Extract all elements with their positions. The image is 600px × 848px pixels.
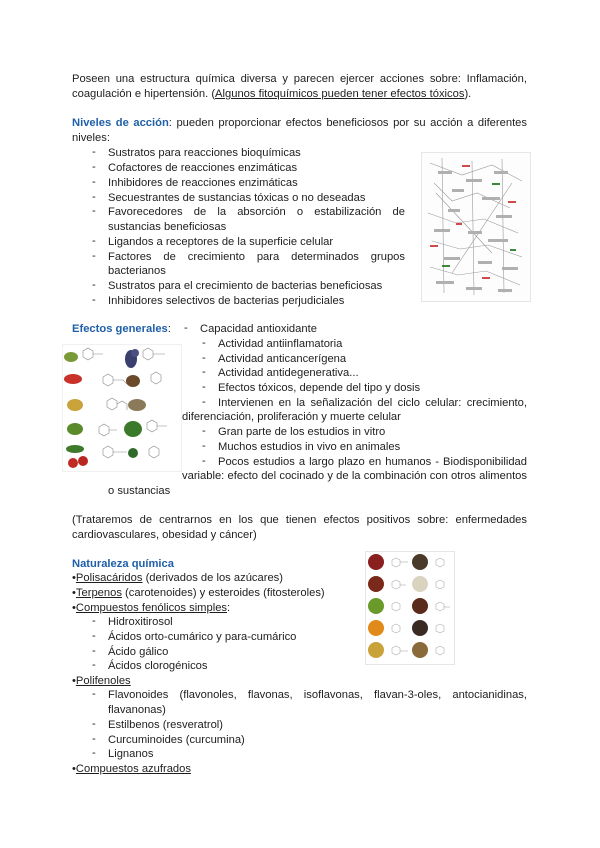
niveles-item: Inhibidores de reacciones enzimáticas: [108, 177, 298, 189]
polifenoles-line: [72, 674, 131, 688]
polifenoles-item: Lignanos: [108, 748, 154, 760]
efectos-item: Gran parte de los estudios in vitro: [218, 426, 386, 438]
foods-grid-figure: [365, 551, 455, 665]
efectos-heading-line: [72, 322, 171, 336]
fenolicos-item: Ácido gálico: [108, 646, 169, 658]
intro-line-2-prefix: coagulación e hipertensión. (: [72, 88, 216, 100]
bullet: •: [72, 572, 76, 584]
dash: -: [202, 381, 206, 393]
efectos-colon: :: [167, 323, 171, 335]
dash: -: [202, 352, 206, 364]
dash: -: [92, 191, 96, 203]
intro-line-1: Poseen una estructura química diversa y parecen ejercer acciones sobre: Inflamación,: [72, 73, 527, 85]
dash: -: [184, 322, 188, 334]
dash: -: [92, 146, 96, 158]
azufrados-line: [72, 762, 191, 776]
fenolicos-item: Hidroxitirosol: [108, 616, 173, 628]
niveles-item-cont: bacterianos: [108, 265, 166, 277]
dash: -: [92, 235, 96, 247]
dash: -: [92, 615, 96, 627]
polisacaridos-line: [72, 571, 283, 585]
niveles-item: Ligandos a receptores de la superficie celular: [108, 236, 334, 248]
niveles-item-cont: sustancias beneficiosas: [108, 221, 227, 233]
dash: -: [92, 176, 96, 188]
terpenos-line: [72, 586, 325, 600]
niveles-item: Secuestrantes de sustancias tóxicas o no deseadas: [108, 192, 366, 204]
niveles-line-1: [72, 116, 527, 130]
dash: -: [202, 396, 206, 408]
toxic-effects-link[interactable]: Algunos fitoquímicos pueden tener efectos tóxicos: [215, 88, 465, 100]
niveles-item: Cofactores de reacciones enzimáticas: [108, 162, 298, 174]
bullet: •: [72, 763, 76, 775]
dash: -: [92, 630, 96, 642]
dash: -: [92, 718, 96, 730]
dash: -: [92, 250, 96, 262]
efectos-item: Efectos tóxicos, depende del tipo y dosis: [218, 382, 421, 394]
terpenos-term: Terpenos: [75, 587, 122, 599]
bullet: •: [72, 675, 76, 687]
dash: -: [92, 205, 96, 217]
dash: -: [92, 747, 96, 759]
efectos-item: Actividad anticancerígena: [218, 353, 347, 365]
polisacaridos-desc: (derivados de los azúcares): [142, 572, 284, 584]
niveles-heading: Niveles de acción: [72, 117, 169, 129]
intro-line-2-suffix: ).: [464, 88, 472, 100]
efectos-item: Muchos estudios in vivo en animales: [218, 441, 401, 453]
efectos-item: Actividad antidegenerativa...: [218, 367, 359, 379]
note-line-1: (Trataremos de centrarnos en los que tienen efectos positivos sobre: enfermedades: [72, 514, 527, 526]
niveles-item: Favorecedores de la absorción o estabilización de: [108, 206, 405, 218]
azufrados-term: Compuestos azufrados: [75, 763, 191, 775]
fenolicos-colon: :: [227, 602, 231, 614]
bullet: •: [72, 602, 76, 614]
fenolicos-line: [72, 601, 230, 615]
dash: -: [92, 161, 96, 173]
dash: -: [92, 279, 96, 291]
dash: -: [202, 455, 206, 467]
efectos-main: Capacidad antioxidante: [200, 323, 317, 335]
efectos-item-cont: variable: efecto del cocinado y de la combinación con otros alimentos: [182, 470, 527, 482]
polifenoles-item: Estilbenos (resveratrol): [108, 719, 224, 731]
dash: -: [92, 645, 96, 657]
dash: -: [202, 440, 206, 452]
niveles-text-2: niveles:: [72, 132, 110, 144]
efectos-heading: Efectos generales: [72, 323, 168, 335]
terpenos-desc: (carotenoides) y esteroides (fitosteroles): [121, 587, 325, 599]
intro-line-2: [72, 87, 471, 101]
dash: -: [92, 659, 96, 671]
niveles-item: Sustratos para el crecimiento de bacterias beneficiosas: [108, 280, 383, 292]
note-line-2: cardiovasculares, obesidad y cáncer): [72, 529, 257, 541]
niveles-item: Factores de crecimiento para determinados grupos: [108, 251, 405, 263]
metabolic-pathway-figure: [421, 152, 531, 302]
polifenoles-item: Curcuminoides (curcumina): [108, 734, 245, 746]
niveles-text-1: : pueden proporcionar efectos beneficiosos por su acción a diferentes: [168, 117, 527, 129]
niveles-item: Sustratos para reacciones bioquímicas: [108, 147, 301, 159]
polifenoles-item-cont: flavanonas): [108, 704, 166, 716]
polifenoles-item: Flavonoides (flavonoles, flavonas, isoflavonas, flavan-3-oles, antocianidinas,: [108, 689, 527, 701]
dash: -: [92, 294, 96, 306]
niveles-item: Inhibidores selectivos de bacterias perjudiciales: [108, 295, 345, 307]
fenolicos-term: Compuestos fenólicos simples: [75, 602, 228, 614]
efectos-item: Intervienen en la señalización del ciclo celular: crecimiento,: [218, 397, 527, 409]
phytochemical-foods-figure: [62, 344, 182, 472]
fenolicos-item: Ácidos clorogénicos: [108, 660, 208, 672]
efectos-item: Pocos estudios a largo plazo en humanos - Biodisponibilidad: [218, 456, 527, 468]
dash: -: [202, 366, 206, 378]
dash: -: [202, 337, 206, 349]
polifenoles-term: Polifenoles: [75, 675, 131, 687]
dash: -: [92, 733, 96, 745]
dash: -: [92, 688, 96, 700]
efectos-item: Actividad antiinflamatoria: [218, 338, 343, 350]
naturaleza-heading: Naturaleza química: [72, 558, 174, 570]
efectos-item-cont: diferenciación, proliferación y muerte celular: [182, 411, 401, 423]
fenolicos-item: Ácidos orto-cumárico y para-cumárico: [108, 631, 297, 643]
efectos-item-cont: o sustancias: [108, 485, 171, 497]
polisacaridos-term: Polisacáridos: [75, 572, 143, 584]
bullet: •: [72, 587, 76, 599]
dash: -: [202, 425, 206, 437]
